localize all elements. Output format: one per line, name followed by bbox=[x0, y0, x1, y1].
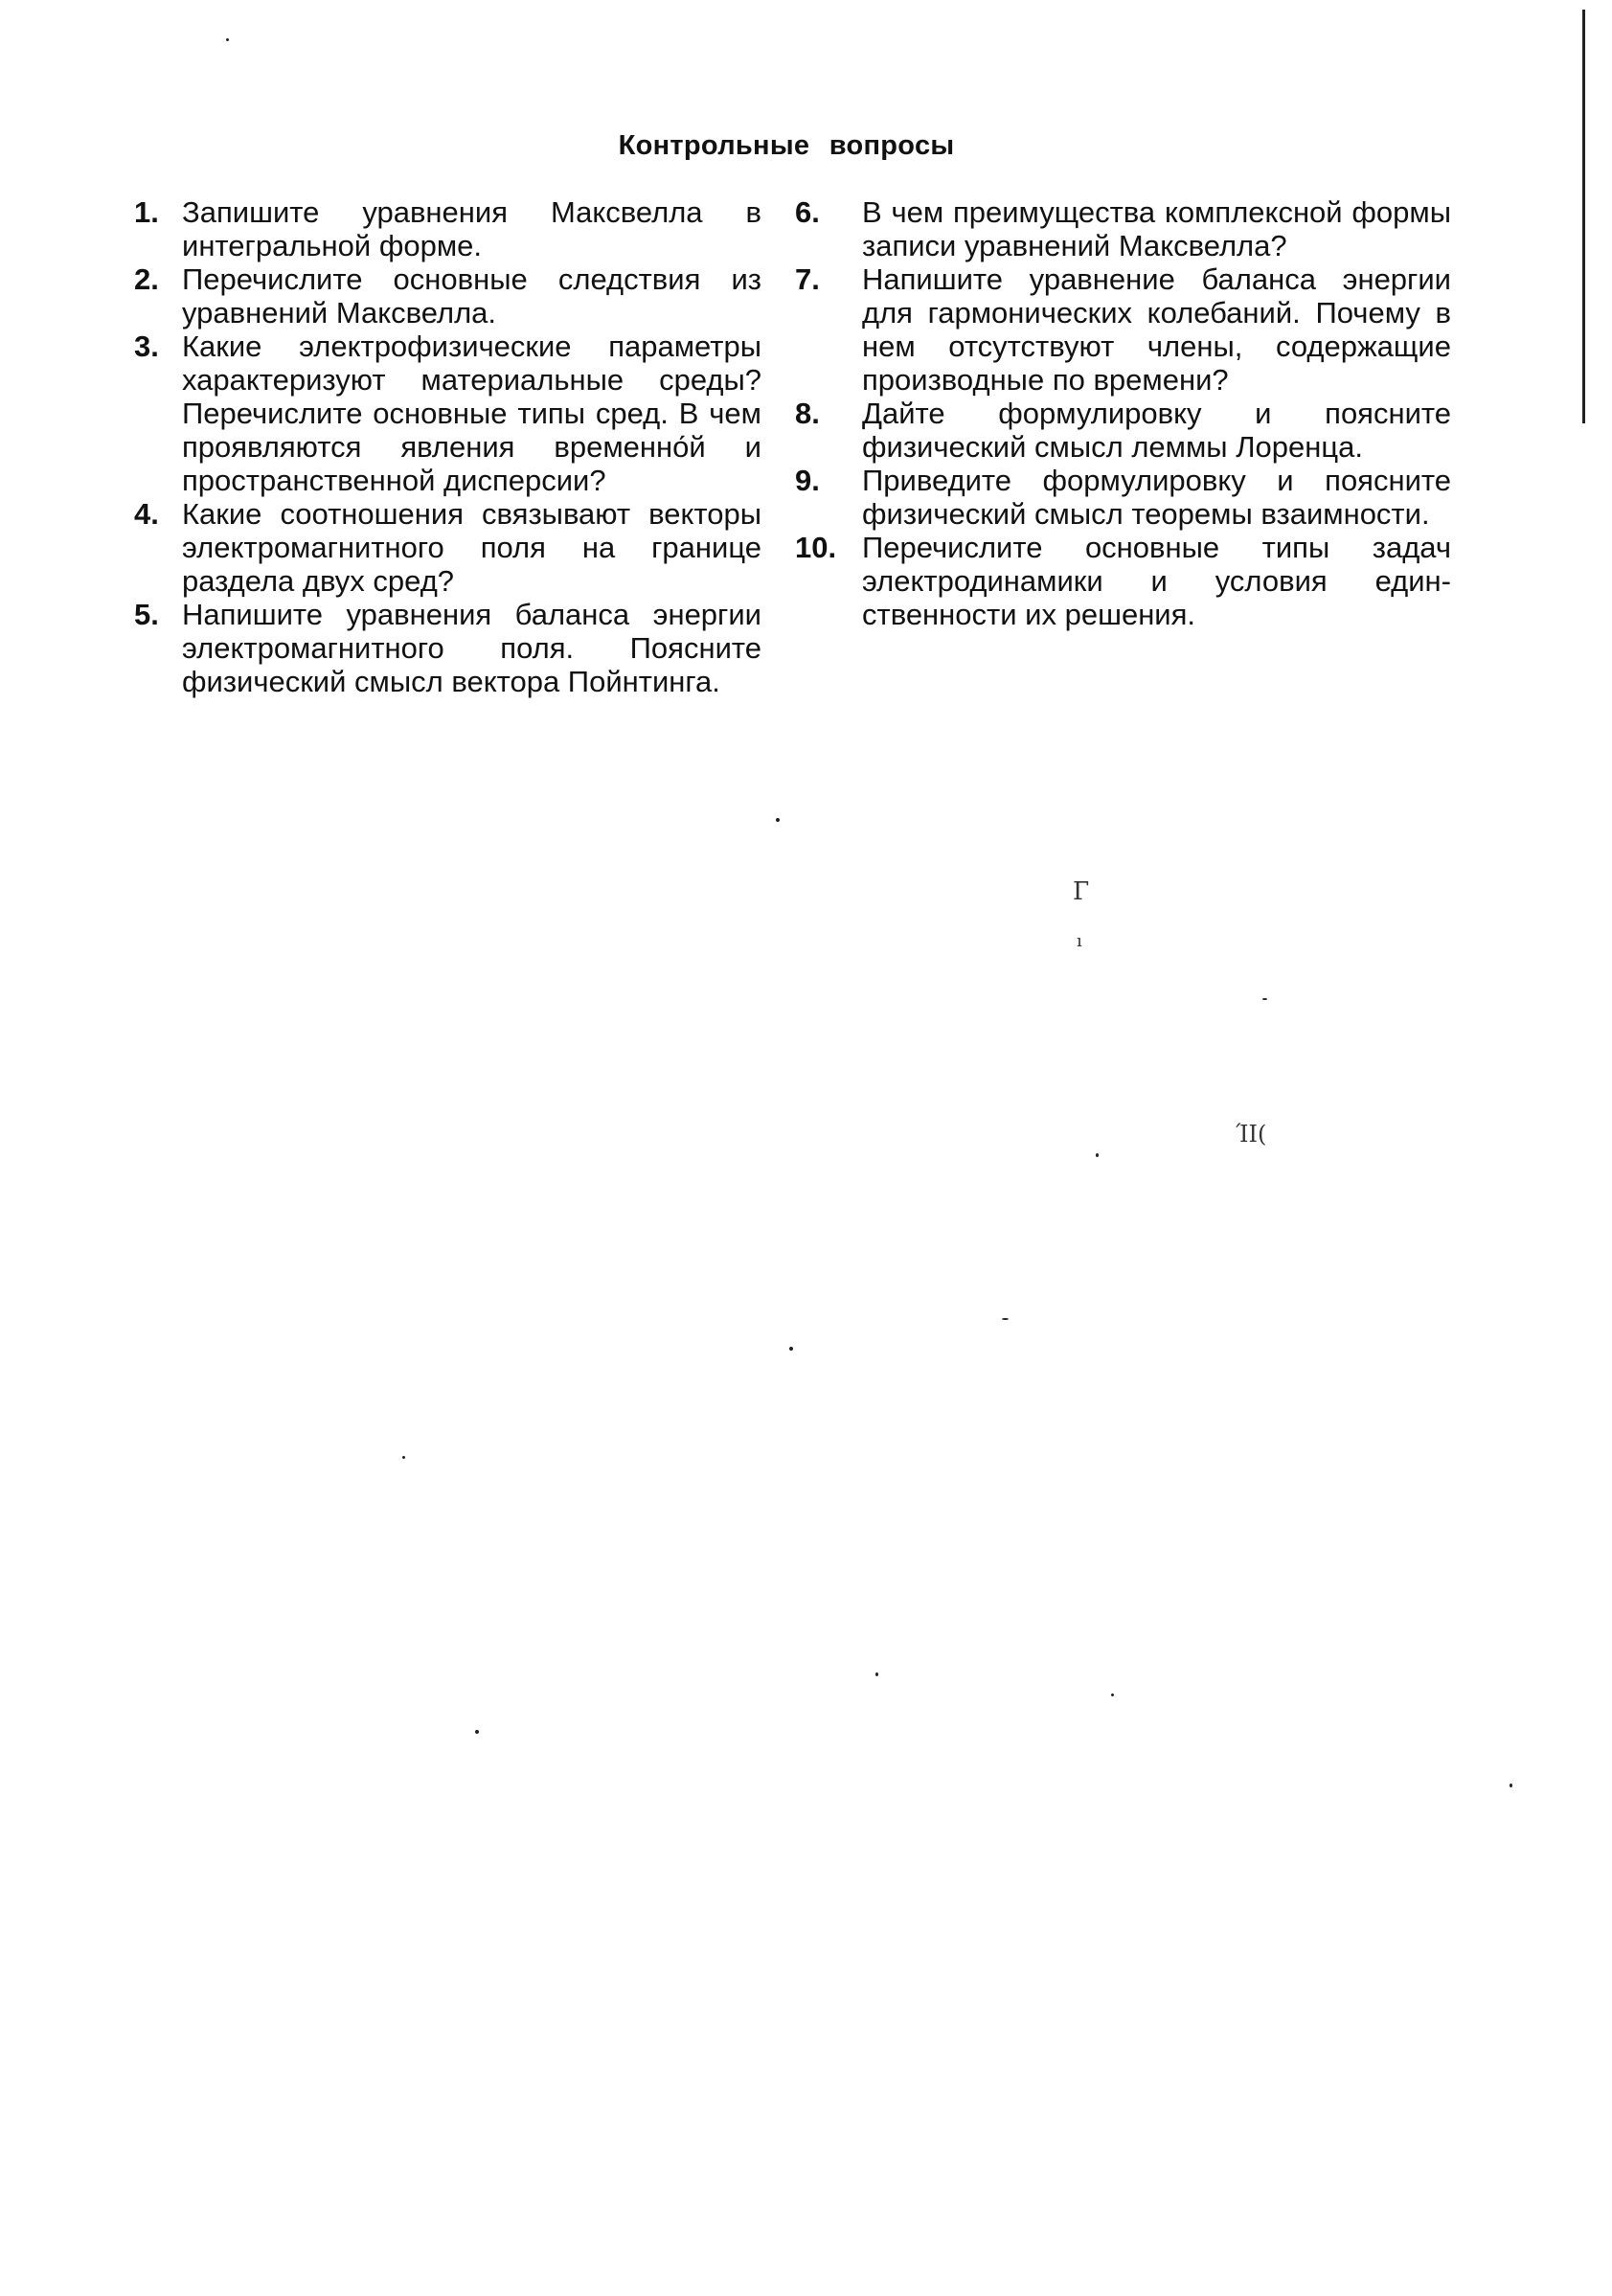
scan-speck bbox=[475, 1730, 479, 1734]
question-item bbox=[795, 262, 1451, 397]
question-item bbox=[795, 195, 1451, 262]
scan-speck bbox=[1111, 1694, 1114, 1696]
questions-left-column bbox=[134, 195, 761, 698]
question-item bbox=[134, 330, 761, 497]
scan-artifact-mark: ı bbox=[1077, 931, 1082, 951]
question-text: Перечислите основные следствия из уравнений Максвелла. bbox=[182, 262, 761, 330]
question-item bbox=[795, 397, 1451, 464]
scan-speck bbox=[776, 818, 780, 822]
page-title: Контрольные вопросы bbox=[618, 130, 955, 161]
scan-speck bbox=[1002, 1318, 1009, 1320]
question-number: 10. bbox=[795, 531, 837, 564]
question-number: 5. bbox=[134, 598, 159, 631]
question-text: Напишите уравнение баланса энергии для гармонических колебаний. Почему в нем отсутствуют члены, содержащие производные по времени? bbox=[862, 262, 1451, 397]
question-number: 3. bbox=[134, 330, 159, 363]
scan-artifact-mark: Г bbox=[1073, 877, 1090, 906]
question-number: 8. bbox=[795, 397, 820, 430]
scan-artifact-mark: ΊΙ( bbox=[1236, 1121, 1267, 1148]
scan-speck bbox=[402, 1456, 405, 1459]
scan-speck bbox=[1510, 1784, 1512, 1787]
question-text: Напишите уравнения баланса энергии электромагнитного поля. Поясните физический смысл вектора Пойнтинга. bbox=[182, 598, 761, 698]
question-number: 6. bbox=[795, 195, 820, 229]
question-item bbox=[134, 598, 761, 698]
question-number: 1. bbox=[134, 195, 159, 229]
question-number: 9. bbox=[795, 464, 820, 497]
questions-right-column bbox=[795, 195, 1451, 631]
scan-speck bbox=[226, 38, 229, 41]
scan-speck bbox=[1096, 1153, 1099, 1157]
question-text: В чем преимущества комплексной формы записи уравнений Максвелла? bbox=[862, 195, 1451, 262]
scan-speck bbox=[789, 1347, 793, 1351]
question-item bbox=[795, 464, 1451, 531]
question-text: Перечислите основные типы задач электродинамики и условия единственности их решения. bbox=[862, 531, 1451, 631]
question-item bbox=[134, 497, 761, 598]
question-item bbox=[795, 531, 1451, 631]
question-text: Какие соотношения связывают векторы электромагнитного поля на границе раздела двух сред? bbox=[182, 497, 761, 598]
question-item bbox=[134, 262, 761, 330]
question-number: 2. bbox=[134, 262, 159, 296]
question-text: Приведите формулировку и поясните физический смысл теоремы взаимности. bbox=[862, 464, 1451, 531]
question-text: Какие электрофизические параметры характеризуют материальные среды? Перечислите основные типы сред. В чем проявляются явления временно́й и пространственной дисперсии? bbox=[182, 330, 761, 497]
page-edge-rule bbox=[1582, 10, 1585, 423]
question-number: 7. bbox=[795, 262, 820, 296]
question-text: Дайте формулировку и поясните физический смысл леммы Лоренца. bbox=[862, 397, 1451, 464]
scan-speck bbox=[1262, 998, 1267, 1000]
question-item bbox=[134, 195, 761, 262]
question-text: Запишите уравнения Максвелла в интегральной форме. bbox=[182, 195, 761, 262]
scan-speck bbox=[875, 1672, 878, 1676]
question-number: 4. bbox=[134, 497, 159, 531]
